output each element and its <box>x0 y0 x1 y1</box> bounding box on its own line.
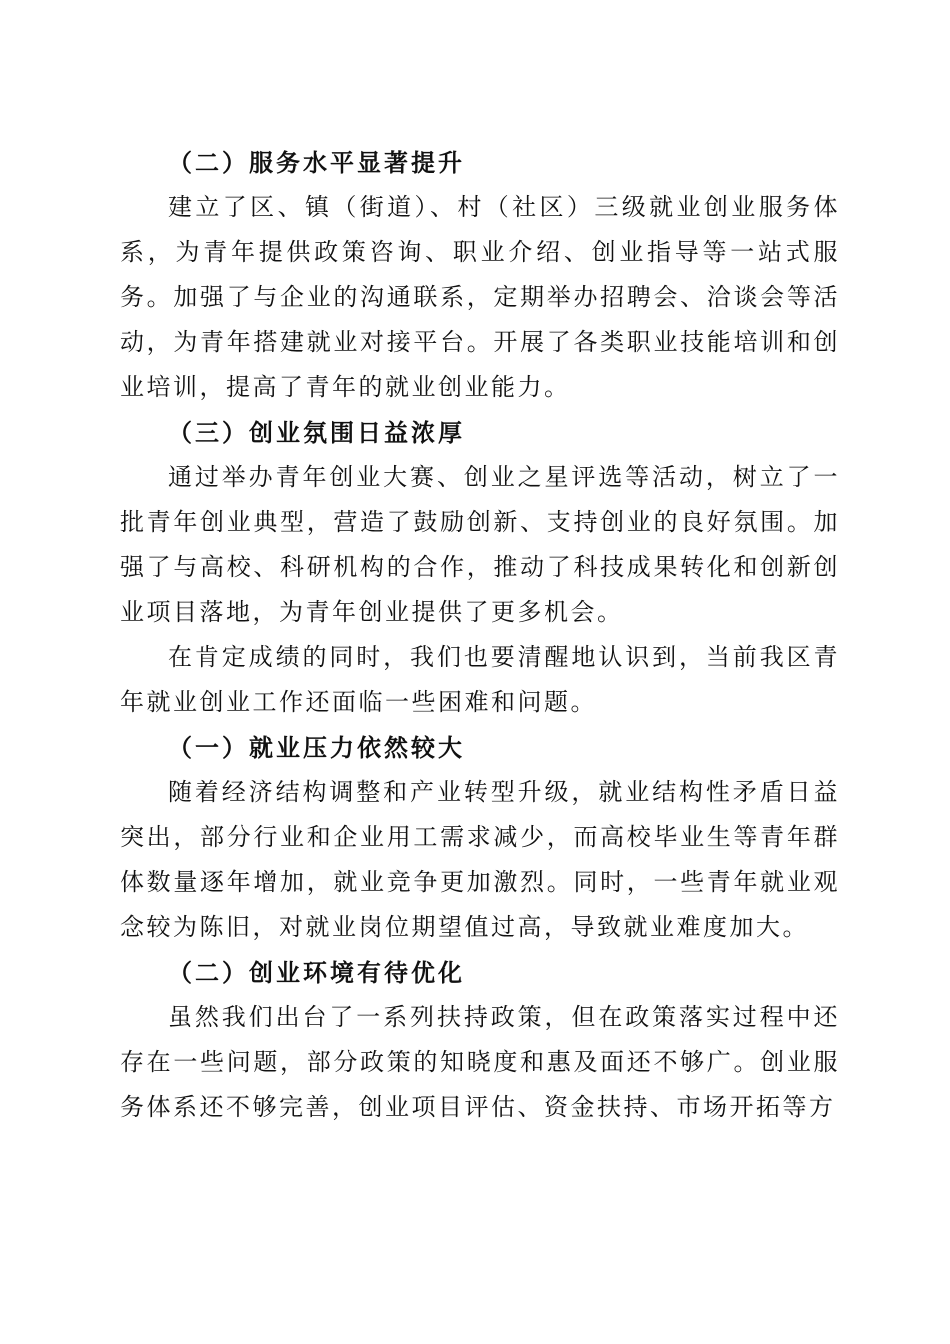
section-heading-entrepreneurship-environment: （二）创业环境有待优化 <box>168 958 465 987</box>
paragraph-service-system: 建立了区、镇（街道）、村（社区）三级就业创业服务体系，为青年提供政策咨询、职业介绍、创业指导等一站式服务。加强了与企业的沟通联系，定期举办招聘会、洽谈会等活动，为青年搭建就业对接平台。开展了各类职业技能培训和创业培训，提高了青年的就业创业能力。 <box>120 193 840 401</box>
paragraph-employment-pressure: 随着经济结构调整和产业转型升级，就业结构性矛盾日益突出，部分行业和企业用工需求减少，而高校毕业生等青年群体数量逐年增加，就业竞争更加激烈。同时，一些青年就业观念较为陈旧，对就业岗位期望值过高，导致就业难度加大。 <box>120 778 840 941</box>
paragraph-transition-problems: 在肯定成绩的同时，我们也要清醒地认识到，当前我区青年就业创业工作还面临一些困难和问题。 <box>120 643 840 716</box>
section-heading-service-level: （二）服务水平显著提升 <box>168 148 465 177</box>
section-heading-entrepreneurship-atmosphere: （三）创业氛围日益浓厚 <box>168 418 465 447</box>
paragraph-entrepreneurship-activities: 通过举办青年创业大赛、创业之星评选等活动，树立了一批青年创业典型，营造了鼓励创新、支持创业的良好氛围。加强了与高校、科研机构的合作，推动了科技成果转化和创新创业项目落地，为青年创业提供了更多机会。 <box>120 463 840 626</box>
section-heading-employment-pressure: （一）就业压力依然较大 <box>168 733 465 762</box>
paragraph-entrepreneurship-environment: 虽然我们出台了一系列扶持政策，但在政策落实过程中还存在一些问题，部分政策的知晓度和惠及面还不够广。创业服务体系还不够完善，创业项目评估、资金扶持、市场开拓等方 <box>120 1003 840 1121</box>
document-body <box>120 140 840 1130</box>
